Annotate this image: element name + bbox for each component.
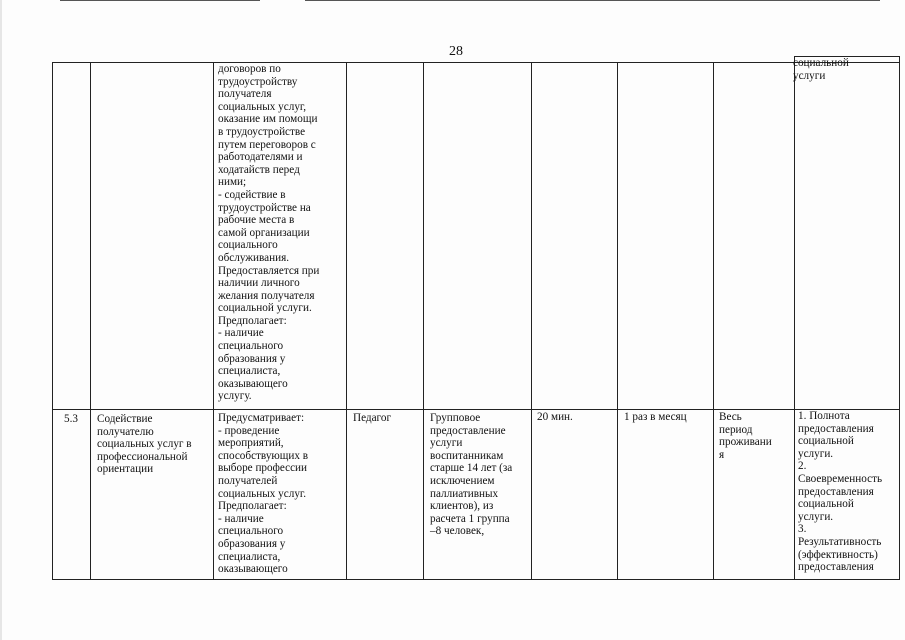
cell-description: Предусматривает: - проведение мероприятий, способствующих в выборе профессии получателей социальных услуг. Предполагает: - наличие специального образования у специалиста, оказывающего xyxy=(218,412,309,576)
column-border xyxy=(52,62,53,580)
cell-duration: 20 мин. xyxy=(537,411,573,423)
cell-frequency: 1 раз в месяц xyxy=(624,411,687,423)
column-border xyxy=(794,56,795,580)
column-border xyxy=(531,62,532,580)
column-border xyxy=(899,56,900,580)
table-top-border xyxy=(52,62,900,63)
column-border xyxy=(90,62,91,580)
cell-executor: Педагог xyxy=(353,412,392,424)
cell-period: Весь период проживани я xyxy=(719,411,772,461)
scan-artifact-line xyxy=(305,0,880,1)
cell-description-continued: договоров по трудоустройству получателя социальных услуг, оказание им помощи в трудоустройстве путем переговоров с работодателями и ходатайств перед ними; - содействие в трудоустройстве на рабочие места в самой организации социального обслуживания. Предоставляется при наличии личного желания получателя социальной услуги. Предполагает: - наличие специального образования у специалиста, оказывающего услугу. xyxy=(218,63,320,403)
column-border xyxy=(213,62,214,580)
cell-criteria-continued: социальной услуги xyxy=(793,57,849,82)
row-divider xyxy=(52,409,900,410)
scan-artifact-line xyxy=(60,0,260,1)
table-bottom-border xyxy=(52,579,900,580)
cell-service-form: Групповое предоставление услуги воспитанникам старше 14 лет (за исключением паллиативных клиентов), из расчета 1 группа –8 человек, xyxy=(430,412,513,538)
column-border xyxy=(617,62,618,580)
column-border xyxy=(713,62,714,580)
scan-edge xyxy=(0,0,2,640)
page-number: 28 xyxy=(449,44,463,59)
column-border xyxy=(346,62,347,580)
cell-criteria: 1. Полнота предоставления социальной услуги. 2. Своевременность предоставления социальной услуги. 3. Результативность (эффективность) предоставления xyxy=(798,410,883,574)
services-table xyxy=(52,57,905,582)
cell-row-number: 5.3 xyxy=(64,413,78,425)
column-border xyxy=(423,62,424,580)
cell-service-name: Содействие получателю социальных услуг в профессиональной ориентации xyxy=(97,413,192,476)
